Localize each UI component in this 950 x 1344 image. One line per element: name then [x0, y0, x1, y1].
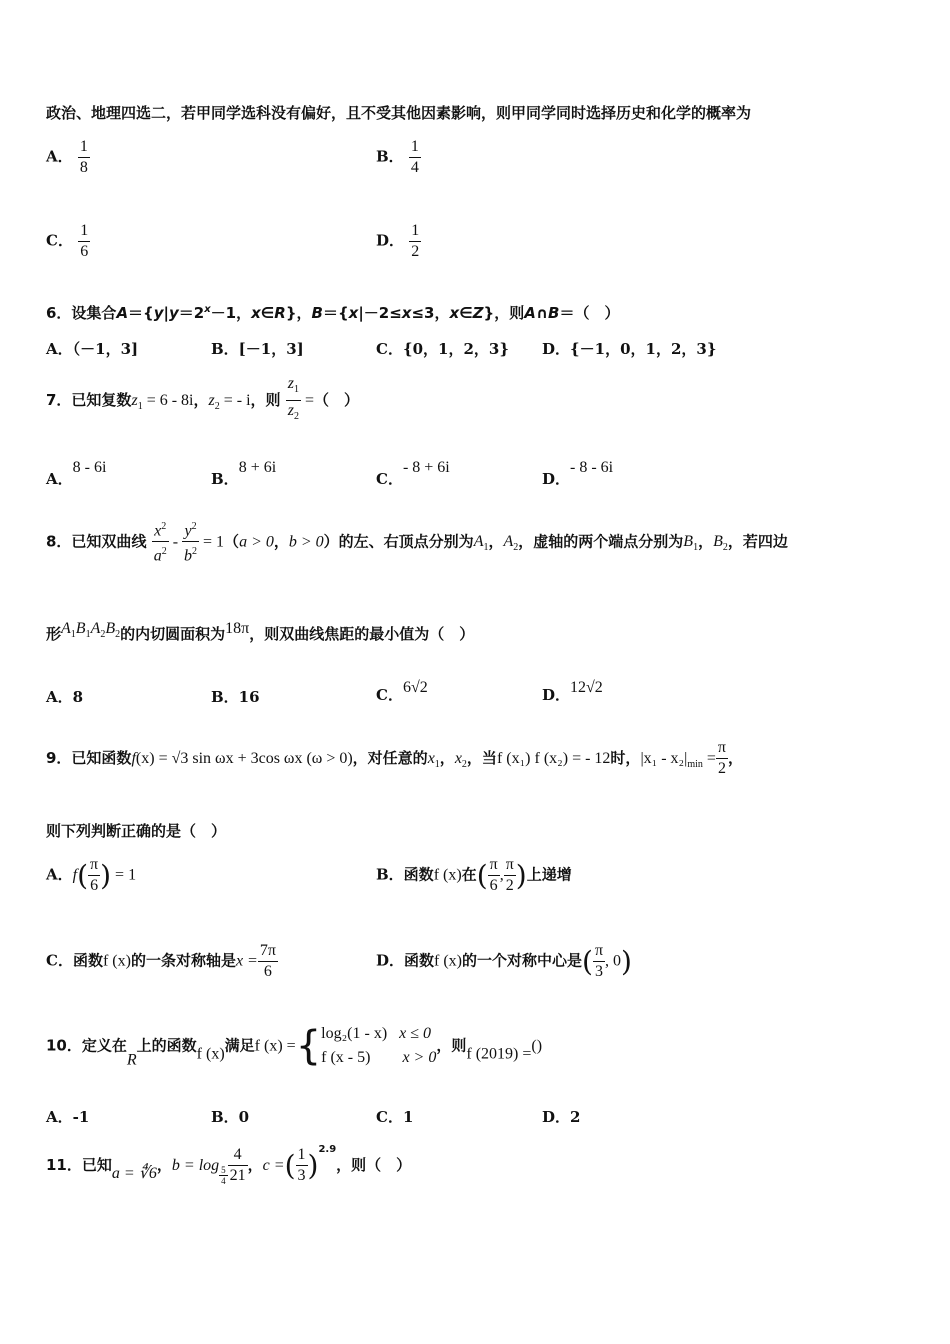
q8-option-d[interactable]: D．12√2	[542, 679, 603, 704]
q8-x-fraction: $\frac{x^2}{a^2}$	[152, 517, 169, 567]
q5-a-fraction: $\frac{1}{8}$	[79, 138, 88, 176]
q10-option-b[interactable]: B．0	[211, 1108, 250, 1126]
q5-b-fraction: $\frac{1}{4}$	[410, 138, 419, 176]
q5-c-fraction: $\frac{1}{6}$	[80, 222, 89, 260]
q6-option-d[interactable]: D．{－1，0，1，2，3}	[542, 340, 717, 358]
question-9-stem: 9．已知函数f(x) = √3 sin ωx + 3cos ωx (ω > 0)，对任意的$x_1$，$x_2$，当f (x₁) f (x₂) = - 12时，$|x_1 - x_2|_{min}$ = $\frac{\pi}{2}$ ，	[46, 739, 744, 777]
q9-option-b[interactable]: B．函数f (x)在( $\frac{\pi}{6}$ , $\frac{\pi}{2}$ )上递增	[376, 856, 572, 894]
q9-option-a[interactable]: A．f( $\frac{\pi}{6}$ ) = 1	[46, 856, 137, 894]
q6-option-a[interactable]: A．（－1，3]	[46, 340, 139, 358]
q10-option-a[interactable]: A．-1	[46, 1108, 90, 1126]
question-6-stem: 6．设集合$A=\{y|y=2^x-1$，x∈R}，B＝{x|－2≤x≤3，x∈Z}，则A∩B＝（ ）	[46, 304, 620, 322]
q8-y-fraction: $\frac{y^2}{b^2}$	[182, 517, 199, 567]
q7-option-a[interactable]: A．8 - 6i	[46, 459, 107, 488]
question-7-stem: 7．已知复数$z_1 = 6 - 8i$，$z_2$ = - i，则 $\frac{z_1}{z_2}$ =（ ）	[46, 374, 359, 427]
q5-option-c[interactable]: C． $\frac{1}{6}$	[46, 222, 89, 260]
q9-pi-over-2: $\frac{\pi}{2}$	[717, 739, 726, 777]
q7-option-c[interactable]: C．- 8 + 6i	[376, 459, 450, 488]
q8-option-a[interactable]: A．8	[46, 688, 84, 706]
q5-option-a[interactable]: A． $\frac{1}{8}$	[46, 138, 88, 176]
question-5-stem-tail: 政治、地理四选二，若甲同学选科没有偏好，且不受其他因素影响，则甲同学同时选择历史和化学的概率为	[46, 104, 752, 122]
q9-option-d[interactable]: D．函数f (x)的一个对称中心是( $\frac{\pi}{3}$ , 0)	[376, 942, 632, 980]
question-9-stem-line2: 则下列判断正确的是（ ）	[46, 822, 227, 840]
q7-option-d[interactable]: D．- 8 - 6i	[542, 459, 614, 488]
q6-option-b[interactable]: B．[－1，3]	[211, 340, 304, 358]
question-8-stem: 8．已知双曲线 $\frac{x^2}{a^2}$ - $\frac{y^2}{b^2}$ = 1（a > 0，b > 0）的左、右顶点分别为$A_1$，$A_2$，虚轴的两个端点分别为$B_1$，$B_2$，若四边	[46, 517, 788, 567]
q8-option-b[interactable]: B．16	[211, 688, 260, 706]
q6-option-c[interactable]: C．{0，1，2，3}	[376, 340, 509, 358]
q7-ratio-fraction: $\frac{z_1}{z_2}$	[287, 375, 300, 423]
q9-option-c[interactable]: C．函数f (x)的一条对称轴是x = $\frac{7\pi}{6}$	[46, 942, 276, 980]
question-8-stem-line2: 形$A_1B_1A_2B_2$的内切圆面积为18π，则双曲线焦距的最小值为（ ）	[46, 620, 475, 643]
q5-option-d[interactable]: D． $\frac{1}{2}$	[376, 222, 420, 260]
q7-option-b[interactable]: B．8 + 6i	[211, 459, 277, 488]
q5-option-b[interactable]: B． $\frac{1}{4}$	[376, 138, 419, 176]
q8-option-c[interactable]: C．6√2	[376, 679, 428, 704]
q11-b-fraction: $\frac{4}{21}$	[229, 1146, 246, 1184]
q10-piecewise: log₂(1 - x) x ≤ 0 f (x - 5) x > 0	[321, 1025, 437, 1066]
q5-d-fraction: $\frac{1}{2}$	[411, 222, 420, 260]
question-10-stem: 10．定义在R上的函数f (x)满足f (x) ={ log₂(1 - x) x ≤ 0 f (x - 5) x > 0 ，则f (2019) =()	[46, 1023, 543, 1069]
q10-option-d[interactable]: D．2	[542, 1108, 581, 1126]
question-11-stem: 11．已知a = ∜6，b = log $\frac{5}{4}$ $\frac{4}{21}$ ，c =( $\frac{1}{3}$ )$^{2.9}$，则（ ）	[46, 1144, 412, 1186]
q10-option-c[interactable]: C．1	[376, 1108, 414, 1126]
